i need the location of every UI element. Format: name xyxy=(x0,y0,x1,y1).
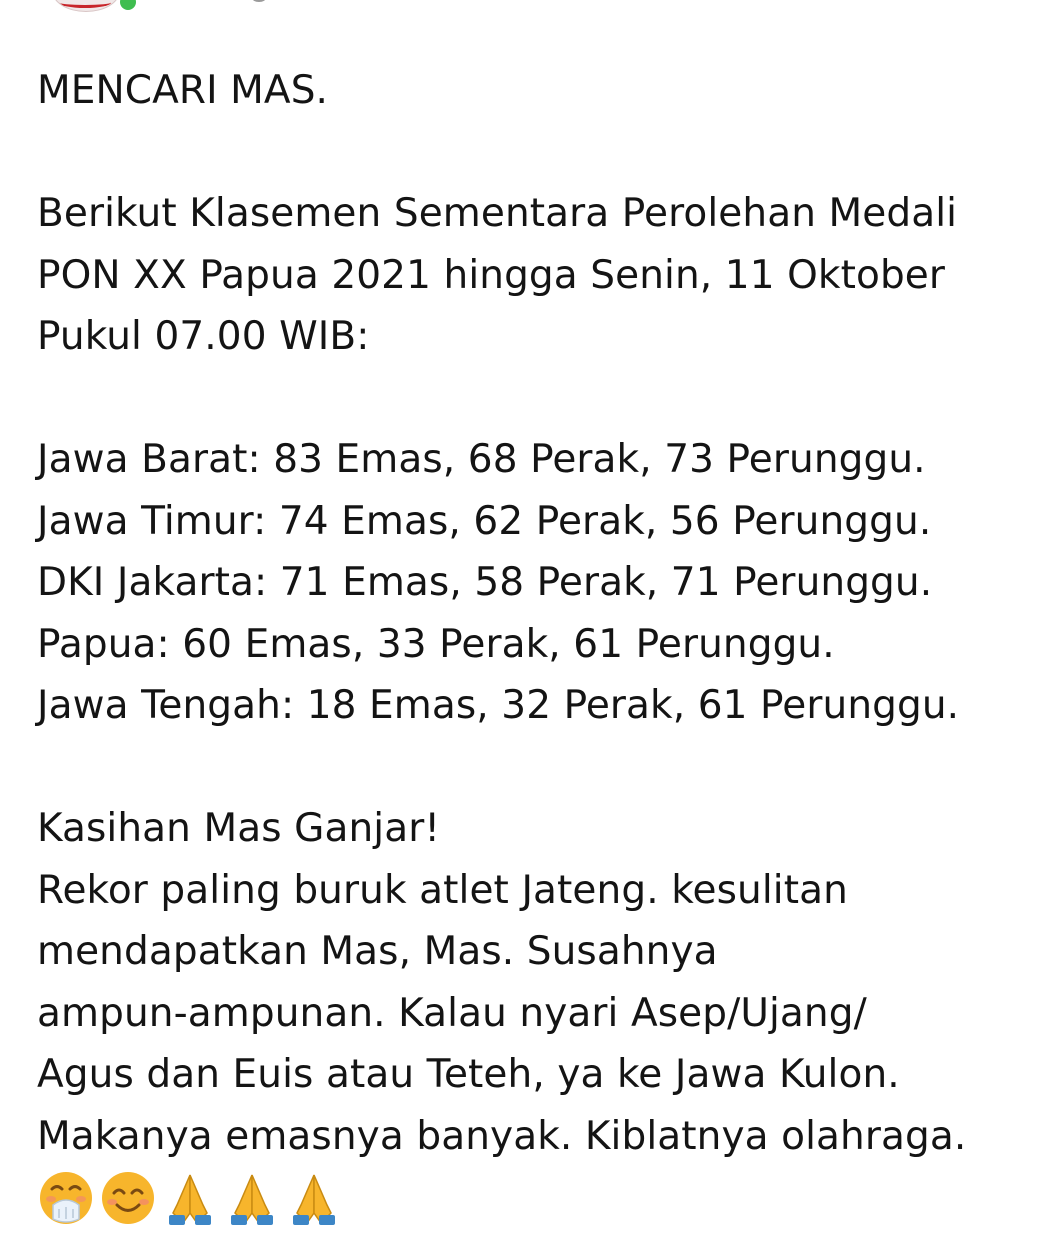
avatar[interactable] xyxy=(52,0,120,12)
standing-row: Papua: 60 Emas, 33 Perak, 61 Perunggu. xyxy=(37,621,835,667)
folded-hands-icon xyxy=(285,1169,343,1227)
standing-row: Jawa Timur: 74 Emas, 62 Perak, 56 Perunggu. xyxy=(37,498,932,544)
intro-line: Berikut Klasemen Sementara Perolehan Medali xyxy=(37,191,958,236)
intro-line: PON XX Papua 2021 hingga Senin, 11 Oktober xyxy=(37,252,946,298)
folded-hands-icon xyxy=(223,1169,281,1227)
standing-row: Jawa Tengah: 18 Emas, 32 Perak, 61 Perunggu. xyxy=(37,683,960,728)
smiling-face-icon xyxy=(99,1169,157,1227)
post-title: MENCARI MAS. xyxy=(37,68,329,113)
comment-line: Kasihan Mas Ganjar! xyxy=(37,806,441,851)
comment-line: Makanya emasnya banyak. Kiblatnya olahraga. xyxy=(37,1113,967,1159)
comment-line: Rekor paling buruk atlet Jateng. kesulitan xyxy=(37,867,848,913)
online-status-dot xyxy=(120,0,136,10)
paragraph-gap xyxy=(37,122,1047,184)
emoji-row xyxy=(37,1167,1047,1229)
paragraph-gap xyxy=(37,368,1047,430)
face-with-hand-over-mouth-icon xyxy=(37,1169,95,1227)
paragraph-gap xyxy=(37,737,1047,799)
comment-line: Agus dan Euis atau Teteh, ya ke Jawa Kulon. xyxy=(37,1052,900,1097)
post-body xyxy=(37,60,1047,1229)
comment-line: mendapatkan Mas, Mas. Susahnya xyxy=(37,929,718,974)
intro-line: Pukul 07.00 WIB: xyxy=(37,314,370,359)
folded-hands-icon xyxy=(161,1169,219,1227)
standing-row: Jawa Barat: 83 Emas, 68 Perak, 73 Perunggu. xyxy=(37,437,926,482)
username-fragment[interactable] xyxy=(252,0,266,2)
standing-row: DKI Jakarta: 71 Emas, 58 Perak, 71 Perunggu. xyxy=(37,560,933,605)
avatar-logo-swoosh xyxy=(59,0,111,8)
comment-line: ampun-ampunan. Kalau nyari Asep/Ujang/ xyxy=(37,990,867,1036)
post-header xyxy=(0,0,1064,14)
